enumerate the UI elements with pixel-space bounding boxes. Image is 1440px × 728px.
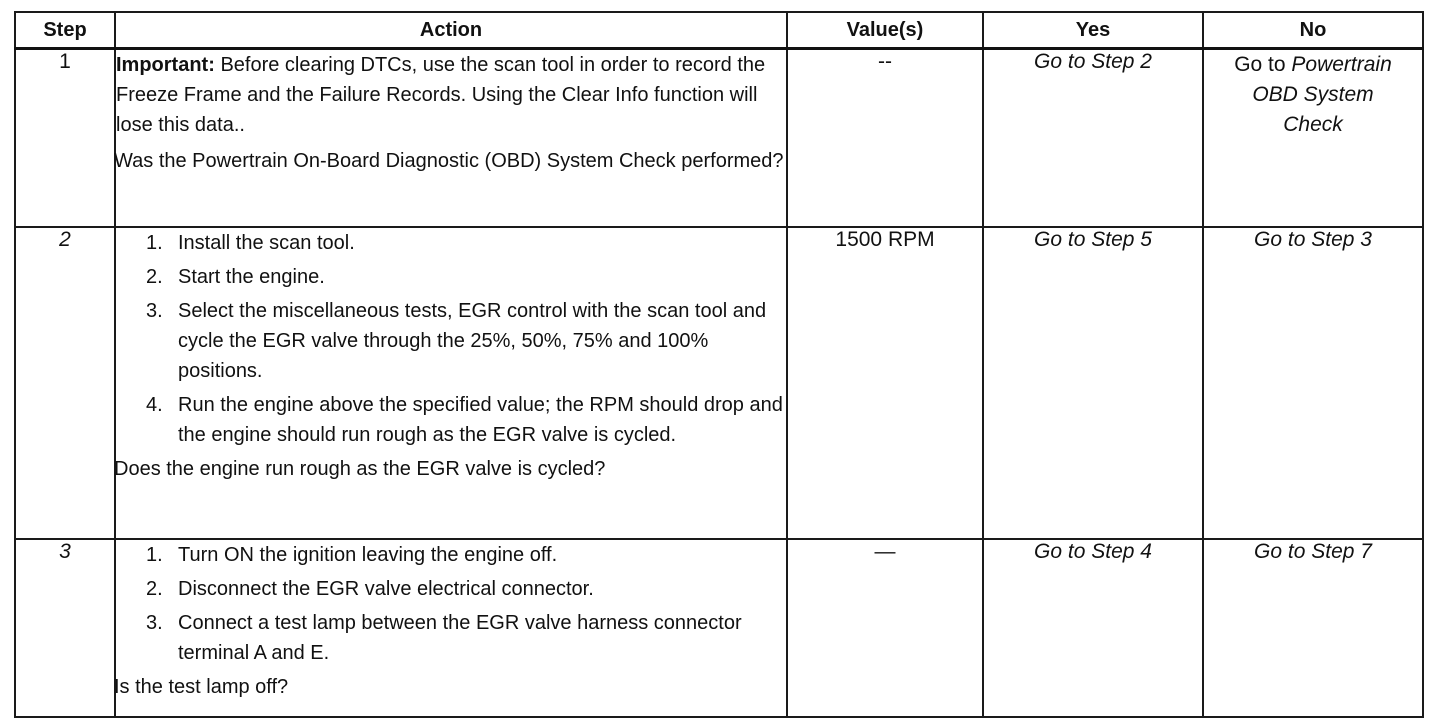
step-index: 3.	[146, 300, 163, 322]
step-text: Disconnect the EGR valve electrical connector.	[178, 578, 594, 600]
yes-cell[interactable]: Go to Step 5	[983, 227, 1203, 539]
no-link-line1: Powertrain	[1291, 53, 1392, 76]
diagnostic-table	[14, 11, 1424, 718]
step-index: 1.	[146, 232, 163, 254]
important-text: Before clearing DTCs, use the scan tool in order to record the Freeze Frame and the Failure Records. Using the Clear Info function will lose this data..	[116, 54, 766, 136]
action-cell	[115, 227, 787, 539]
action-step	[116, 262, 786, 292]
value-cell: --	[787, 49, 983, 228]
no-link-line3: Check	[1283, 113, 1343, 136]
value-cell: 1500 RPM	[787, 227, 983, 539]
header-action: Action	[115, 12, 787, 49]
step-index: 4.	[146, 394, 163, 416]
step-text: Turn ON the ignition leaving the engine off.	[178, 544, 558, 566]
step-index: 1.	[146, 544, 163, 566]
no-cell[interactable]: Go to Step 7	[1203, 539, 1423, 717]
important-label: Important:	[116, 54, 215, 76]
step-text: Install the scan tool.	[178, 232, 355, 254]
action-step	[116, 390, 786, 450]
step-number: 1	[15, 49, 115, 228]
action-step	[116, 228, 786, 258]
no-cell[interactable]	[1203, 49, 1423, 228]
action-step	[116, 608, 786, 668]
step-text: Select the miscellaneous tests, EGR control with the scan tool and cycle the EGR valve through the 25%, 50%, 75% and 100% positions.	[178, 300, 767, 382]
table-header-row	[15, 12, 1423, 49]
step-text: Run the engine above the specified value; the RPM should drop and the engine should run rough as the EGR valve is cycled.	[178, 394, 783, 446]
yes-cell[interactable]: Go to Step 4	[983, 539, 1203, 717]
no-prefix: Go to	[1234, 53, 1286, 76]
table-row	[15, 539, 1423, 717]
no-link-line2: OBD System	[1252, 83, 1374, 106]
step-index: 2.	[146, 266, 163, 288]
action-steps	[116, 540, 786, 668]
action-step	[116, 296, 786, 386]
header-no: No	[1203, 12, 1423, 49]
action-cell	[115, 539, 787, 717]
header-yes: Yes	[983, 12, 1203, 49]
step-text: Start the engine.	[178, 266, 325, 288]
no-link[interactable]	[1204, 50, 1422, 140]
action-question: Is the test lamp off?	[114, 676, 289, 698]
step-number: 3	[15, 539, 115, 717]
action-step	[116, 574, 786, 604]
value-cell: —	[787, 539, 983, 717]
action-question: Does the engine run rough as the EGR valve is cycled?	[114, 458, 606, 480]
important-note	[116, 50, 786, 140]
step-text: Connect a test lamp between the EGR valve harness connector terminal A and E.	[178, 612, 742, 664]
action-steps	[116, 228, 786, 450]
yes-cell[interactable]: Go to Step 2	[983, 49, 1203, 228]
step-index: 2.	[146, 578, 163, 600]
action-question: Was the Powertrain On-Board Diagnostic (OBD) System Check performed?	[114, 150, 784, 172]
step-number: 2	[15, 227, 115, 539]
step-index: 3.	[146, 612, 163, 634]
header-values: Value(s)	[787, 12, 983, 49]
action-step	[116, 540, 786, 570]
action-cell	[115, 49, 787, 228]
table-row	[15, 49, 1423, 228]
table-row	[15, 227, 1423, 539]
no-cell[interactable]: Go to Step 3	[1203, 227, 1423, 539]
header-step: Step	[15, 12, 115, 49]
